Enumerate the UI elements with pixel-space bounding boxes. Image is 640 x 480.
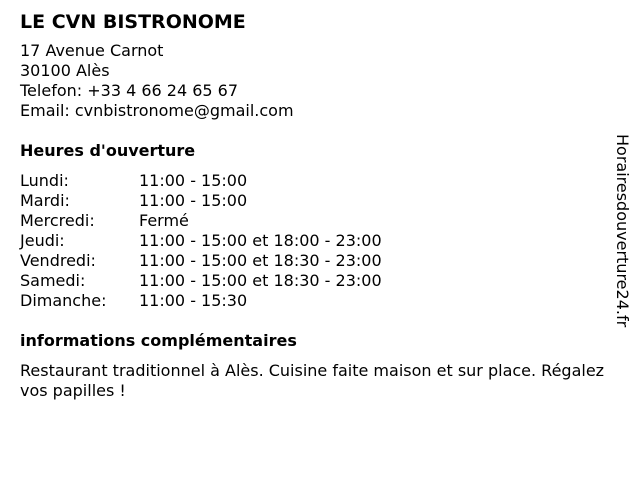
hours-row-friday <box>20 251 620 271</box>
hours-row-monday <box>20 171 620 191</box>
opening-hours-heading: Heures d'ouverture <box>20 141 196 160</box>
hours-row-saturday <box>20 271 620 291</box>
additional-info-heading: informations complémentaires <box>20 331 297 350</box>
hours-day-label: Mardi: <box>20 191 70 210</box>
street-address: 17 Avenue Carnot <box>20 41 164 60</box>
site-watermark: Horairesdouverture24.fr <box>613 134 632 328</box>
hours-time-value: 11:00 - 15:30 <box>139 291 248 310</box>
hours-day-label: Lundi: <box>20 171 69 190</box>
business-name: LE CVN BISTRONOME <box>20 11 246 33</box>
hours-row-sunday <box>20 291 620 311</box>
hours-day-label: Jeudi: <box>20 231 65 250</box>
hours-time-value: 11:00 - 15:00 <box>139 171 248 190</box>
hours-day-label: Samedi: <box>20 271 86 290</box>
hours-time-value: 11:00 - 15:00 et 18:00 - 23:00 <box>139 231 382 250</box>
hours-time-value: Fermé <box>139 211 189 230</box>
hours-time-value: 11:00 - 15:00 <box>139 191 248 210</box>
hours-time-value: 11:00 - 15:00 et 18:30 - 23:00 <box>139 271 382 290</box>
business-card <box>20 10 620 401</box>
hours-day-label: Vendredi: <box>20 251 96 270</box>
email-address: Email: cvnbistronome@gmail.com <box>20 101 294 120</box>
phone-number: Telefon: +33 4 66 24 65 67 <box>20 81 239 100</box>
hours-row-wednesday <box>20 211 620 231</box>
hours-row-thursday <box>20 231 620 251</box>
hours-day-label: Mercredi: <box>20 211 95 230</box>
opening-hours-table <box>20 171 620 311</box>
additional-info-text: Restaurant traditionnel à Alès. Cuisine faite maison et sur place. Régalez vos papilles ! <box>20 361 605 400</box>
city-address: 30100 Alès <box>20 61 110 80</box>
hours-row-tuesday <box>20 191 620 211</box>
address-block <box>20 41 620 121</box>
hours-day-label: Dimanche: <box>20 291 107 310</box>
hours-time-value: 11:00 - 15:00 et 18:30 - 23:00 <box>139 251 382 270</box>
